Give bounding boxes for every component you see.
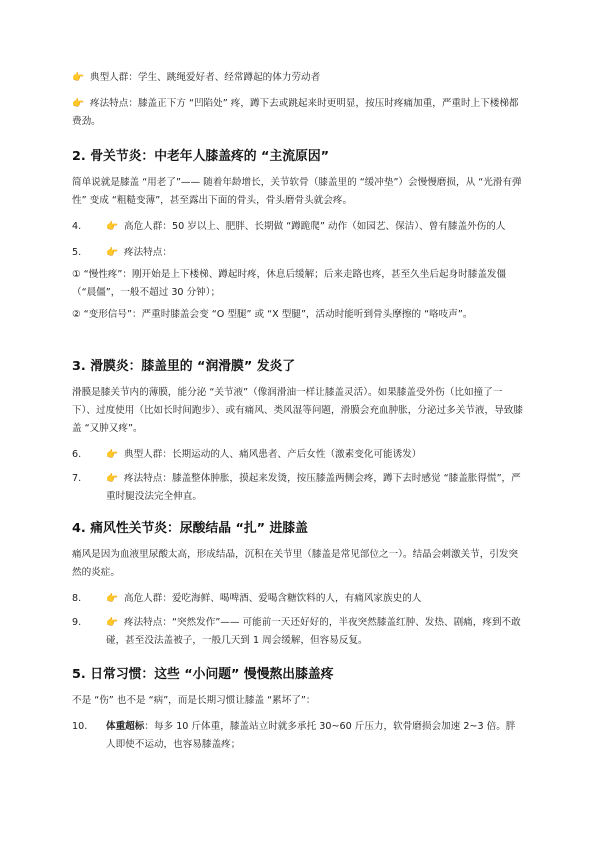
section-habits: [72, 666, 523, 754]
section-3-heading: 3. 滑膜炎：膝盖里的 “润滑膜” 发炎了: [72, 359, 296, 374]
section-2-heading: 2. 骨关节炎：中老年人膝盖疼的 “主流原因”: [72, 149, 330, 164]
list-item-number: 6.: [72, 449, 82, 460]
section-2-desc: 简单说就是膝盖 “用老了”—— 随着年龄增长，关节软骨（膝盖里的 “缓冲垫”）会慢慢磨损，从 “光滑有弹性” 变成 “粗糙变薄”，甚至露出下面的骨头，骨头磨骨头就会疼。: [72, 177, 522, 206]
list-item: [72, 718, 523, 754]
intro-section: [72, 69, 523, 131]
list-item-number: 5.: [72, 247, 82, 258]
list-item-number: 8.: [72, 593, 82, 604]
list-item-number: 7.: [72, 473, 82, 484]
list-item-number: 9.: [72, 617, 82, 628]
list-item: [72, 590, 523, 608]
intro-pain: [72, 95, 523, 131]
section-2-sub1: ① “慢性疼”：刚开始是上下楼梯、蹲起时疼，休息后缓解；后来走路也疼，甚至久坐后起身时膝盖发僵（“晨僵”，一般不超过 30 分钟）；: [72, 269, 507, 298]
list-item-number: 4.: [72, 221, 82, 232]
list-item-text: 高危人群：50 岁以上、肥胖、长期做 “蹲跪爬” 动作（如园艺、保洁）、曾有膝盖外伤的人: [124, 221, 506, 232]
list-item: [72, 614, 523, 650]
list-item-text: ：每多 10 斤体重，膝盖站立时就多承托 30~60 斤压力，软骨磨损会加速 2~3 倍。胖人即使不运动，也容易膝盖疼；: [106, 721, 516, 750]
list-item-bold: 体重超标: [106, 721, 145, 732]
section-4-heading: 4. 痛风性关节炎：尿酸结晶 “扎” 进膝盖: [72, 521, 308, 536]
section-5-desc: 不是 “伤” 也不是 “病”，而是长期习惯让膝盖 “累坏了”：: [72, 695, 316, 706]
pointing-hand-icon: 👉: [106, 473, 118, 484]
list-item-number: 10.: [72, 721, 88, 732]
section-synovitis: [72, 358, 523, 506]
section-gout: [72, 520, 523, 650]
intro-crowd-text: 典型人群：学生、跳绳爱好者、经常蹲起的体力劳动者: [90, 72, 321, 83]
pointing-hand-icon: 👉: [106, 449, 118, 460]
pointing-hand-icon: 👉: [106, 617, 118, 628]
list-item-text: 疼法特点：“突然发作”—— 可能前一天还好好的，半夜突然膝盖红肿、发热、剧痛，疼到不敢碰，甚至没法盖被子，一般几天到 1 周会缓解，但容易反复。: [106, 617, 521, 646]
list-item: [72, 218, 523, 236]
pointing-hand-icon: 👉: [72, 72, 84, 83]
list-item-text: 疼法特点：: [124, 247, 172, 258]
section-3-desc: 滑膜是膝关节内的薄膜，能分泌 “关节液”（像润滑油一样让膝盖灵活）。如果膝盖受外伤（比如撞了一下）、过度使用（比如长时间跑步）、或有痛风、类风湿等问题，滑膜会充血肿胀，分泌过多关节液，导致膝盖 “又肿又疼”。: [72, 387, 523, 434]
pointing-hand-icon: 👉: [106, 593, 118, 604]
list-item: [72, 446, 523, 464]
pointing-hand-icon: 👉: [72, 98, 84, 109]
list-item-text: 高危人群：爱吃海鲜、喝啤酒、爱喝含糖饮料的人，有痛风家族史的人: [124, 593, 422, 604]
pointing-hand-icon: 👉: [106, 221, 118, 232]
list-item: [72, 244, 523, 262]
intro-pain-text: 疼法特点：膝盖正下方 “凹陷处” 疼，蹲下去或跳起来时更明显，按压时疼痛加重，严重时上下楼梯都费劲。: [72, 98, 519, 127]
section-2-sub2: ② “变形信号”：严重时膝盖会变 “O 型腿” 或 “X 型腿”，活动时能听到骨头摩擦的 “咯吱声”。: [72, 309, 473, 320]
section-osteoarthritis: [72, 148, 523, 324]
section-4-desc: 痛风是因为血液里尿酸太高，形成结晶，沉积在关节里（膝盖是常见部位之一）。结晶会刺激关节，引发突然的炎症。: [72, 549, 519, 578]
section-5-heading: 5. 日常习惯：这些 “小问题” 慢慢熬出膝盖疼: [72, 667, 334, 682]
list-item: [72, 470, 523, 506]
list-item-text: 疼法特点：膝盖整体肿胀，摸起来发烫，按压膝盖两侧会疼，蹲下去时感觉 “膝盖胀得慌”，严重时腿没法完全伸直。: [106, 473, 521, 502]
intro-crowd: [72, 69, 523, 87]
list-item-text: 典型人群：长期运动的人、痛风患者、产后女性（激素变化可能诱发）: [124, 449, 422, 460]
pointing-hand-icon: 👉: [106, 247, 118, 258]
